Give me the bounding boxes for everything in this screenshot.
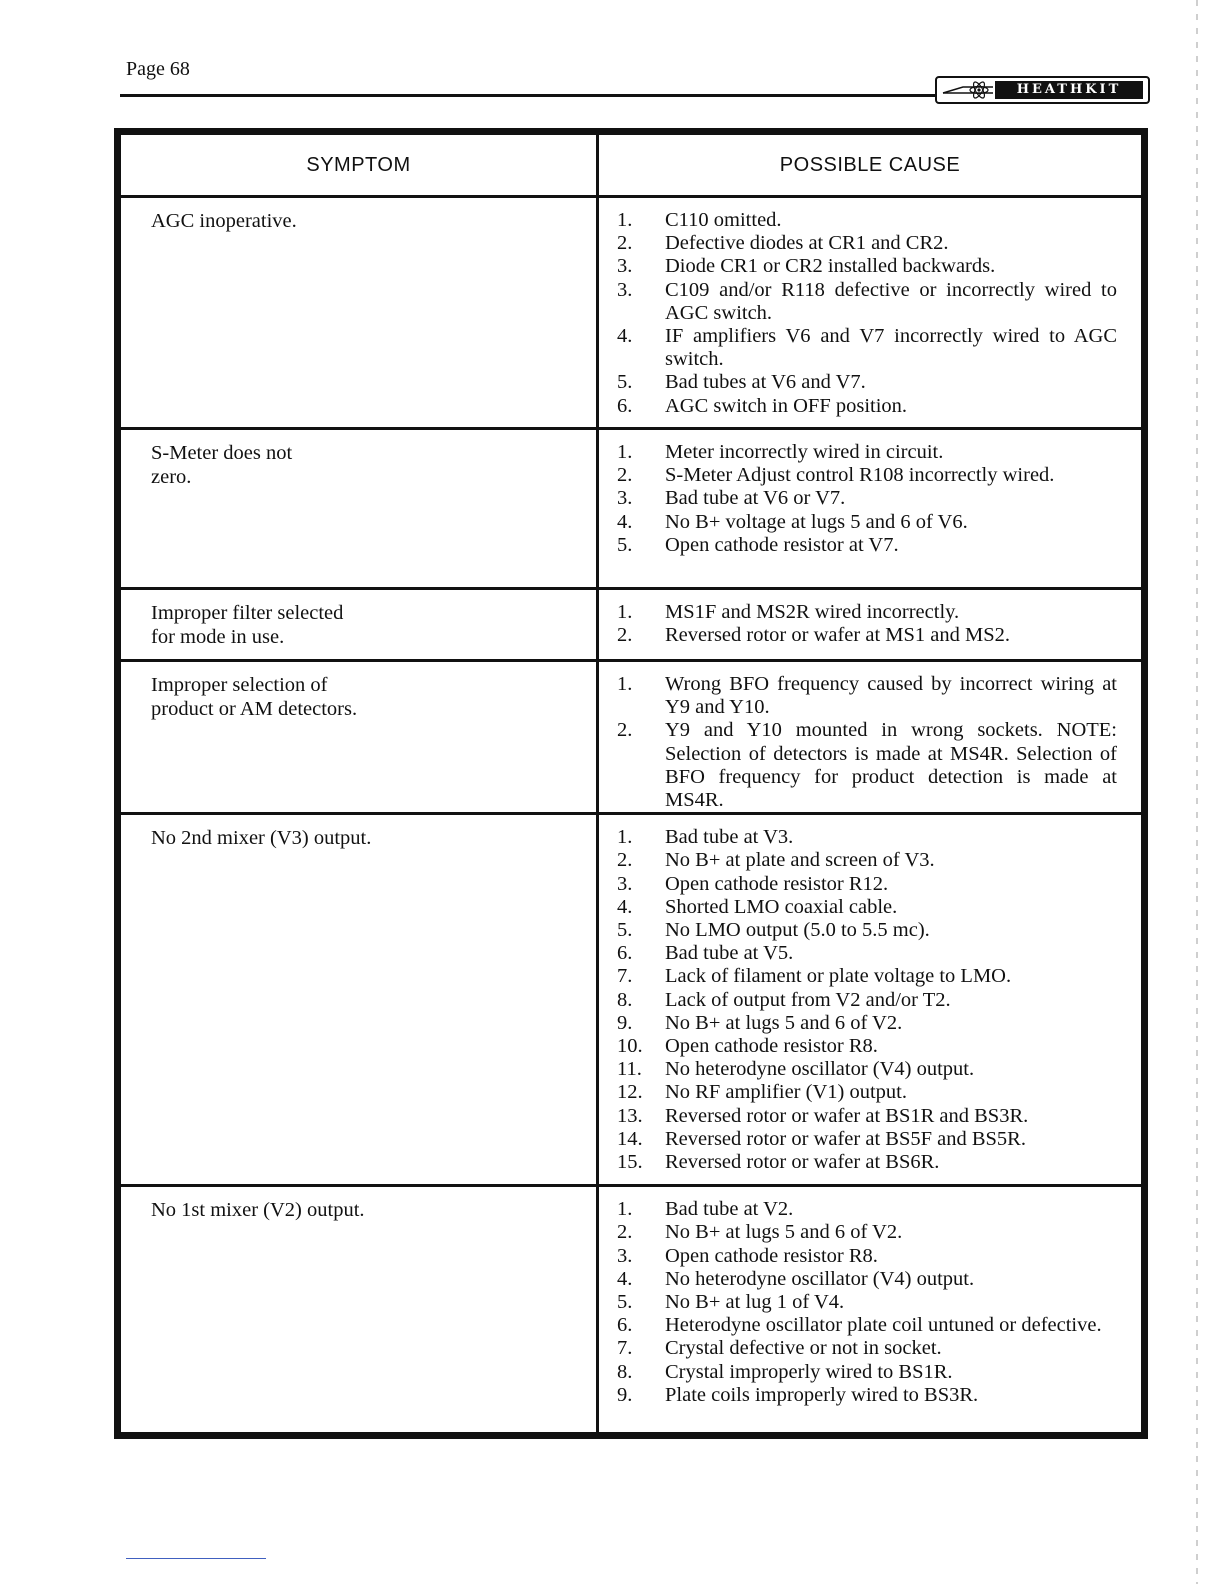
- list-item: [617, 511, 1117, 534]
- symptom-cell: [118, 429, 598, 589]
- list-item: [617, 719, 1117, 812]
- cause-text: C109 and/or R118 defective or incorrectly wired to AGC switch.: [665, 278, 1117, 324]
- cause-number: 6.: [617, 394, 633, 417]
- table-row: [118, 197, 1145, 429]
- cause-text: No heterodyne oscillator (V4) output.: [665, 1267, 975, 1290]
- cause-list: [617, 826, 1117, 1174]
- cause-text: No B+ at lugs 5 and 6 of V2.: [665, 1221, 903, 1244]
- cause-number: 5.: [617, 533, 633, 556]
- possible-cause-header: POSSIBLE CAUSE: [598, 132, 1145, 197]
- cause-list: [617, 1198, 1117, 1407]
- list-item: [617, 1337, 1117, 1360]
- table-row: [118, 589, 1145, 661]
- cause-number: 1.: [617, 601, 633, 623]
- cause-number: 2.: [617, 1221, 633, 1244]
- symptom-cell: [118, 814, 598, 1186]
- cause-number: 4.: [617, 510, 633, 533]
- cause-text: Lack of filament or plate voltage to LMO.: [665, 965, 1012, 988]
- cause-text: IF amplifiers V6 and V7 incorrectly wired to AGC switch.: [665, 325, 1117, 371]
- list-item: [617, 965, 1117, 988]
- cause-number: 7.: [617, 965, 633, 988]
- cause-list: [617, 441, 1117, 557]
- list-item: [617, 896, 1117, 919]
- cause-text: Bad tube at V5.: [665, 942, 794, 965]
- table-row: [118, 661, 1145, 814]
- cause-text: No B+ at plate and screen of V3.: [665, 849, 935, 872]
- cause-text: Diode CR1 or CR2 installed backwards.: [665, 255, 996, 278]
- cause-number: 5.: [617, 919, 633, 942]
- cause-text: Heterodyne oscillator plate coil untuned or defective.: [665, 1314, 1102, 1337]
- cause-text: No heterodyne oscillator (V4) output.: [665, 1058, 975, 1081]
- list-item: [617, 942, 1117, 965]
- cause-number: 1.: [617, 1198, 633, 1221]
- cause-number: 3.: [617, 872, 633, 895]
- cause-text: Crystal defective or not in socket.: [665, 1337, 942, 1360]
- possible-cause-cell: [598, 814, 1145, 1186]
- footer-rule: [126, 1558, 266, 1559]
- heathkit-logo: [935, 76, 1150, 104]
- list-item: [617, 624, 1117, 647]
- list-item: [617, 1128, 1117, 1151]
- list-item: [617, 826, 1117, 849]
- cause-text: Bad tube at V2.: [665, 1198, 794, 1221]
- symptom-cell: [118, 589, 598, 661]
- list-item: [617, 209, 1117, 232]
- symptom-text: S-Meter does not zero.: [151, 442, 293, 488]
- symptom-text: Improper selection of product or AM detectors.: [151, 674, 358, 720]
- cause-text: Defective diodes at CR1 and CR2.: [665, 232, 949, 255]
- cause-number: 1.: [617, 441, 633, 463]
- cause-number: 15.: [617, 1151, 643, 1174]
- possible-cause-cell: [598, 661, 1145, 814]
- cause-text: Shorted LMO coaxial cable.: [665, 895, 898, 918]
- list-item: [617, 464, 1117, 487]
- symptom-cell: [118, 661, 598, 814]
- list-item: [617, 487, 1117, 510]
- cause-number: 1.: [617, 673, 633, 695]
- cause-text: Open cathode resistor R8.: [665, 1035, 878, 1058]
- cause-text: Lack of output from V2 and/or T2.: [665, 988, 951, 1011]
- list-item: [617, 1035, 1117, 1058]
- cause-number: 6.: [617, 1314, 633, 1337]
- cause-number: 12.: [617, 1081, 643, 1104]
- list-item: [617, 1081, 1117, 1104]
- troubleshooting-table: [114, 128, 1148, 1439]
- list-item: [617, 255, 1117, 278]
- symptom-cell: [118, 1186, 598, 1436]
- cause-number: 5.: [617, 371, 633, 394]
- list-item: [617, 1058, 1117, 1081]
- list-item: [617, 1198, 1117, 1221]
- list-item: [617, 395, 1117, 418]
- possible-cause-cell: [598, 589, 1145, 661]
- cause-number: 2.: [617, 849, 633, 872]
- cause-number: 7.: [617, 1337, 633, 1360]
- cause-list: [617, 601, 1117, 647]
- cause-number: 1.: [617, 826, 633, 849]
- cause-text: Wrong BFO frequency caused by incorrect wiring at Y9 and Y10.: [665, 673, 1117, 719]
- list-item: [617, 601, 1117, 624]
- cause-number: 8.: [617, 1360, 633, 1383]
- list-item: [617, 1151, 1117, 1174]
- cause-number: 8.: [617, 988, 633, 1011]
- list-item: [617, 1291, 1117, 1314]
- cause-text: No RF amplifier (V1) output.: [665, 1081, 907, 1104]
- list-item: [617, 441, 1117, 464]
- scan-edge: [1196, 0, 1198, 1584]
- cause-text: Open cathode resistor R8.: [665, 1244, 878, 1267]
- symptom-header: SYMPTOM: [118, 132, 598, 197]
- cause-text: Reversed rotor or wafer at BS6R.: [665, 1151, 940, 1174]
- list-item: [617, 1105, 1117, 1128]
- list-item: [617, 1384, 1117, 1407]
- cause-number: 11.: [617, 1058, 642, 1081]
- list-item: [617, 989, 1117, 1012]
- possible-cause-cell: [598, 1186, 1145, 1436]
- table-body: [118, 197, 1145, 1436]
- cause-number: 9.: [617, 1011, 633, 1034]
- symptom-text: No 1st mixer (V2) output.: [151, 1199, 365, 1222]
- list-item: [617, 849, 1117, 872]
- cause-text: S-Meter Adjust control R108 incorrectly wired.: [665, 464, 1055, 487]
- list-item: [617, 232, 1117, 255]
- cause-text: No LMO output (5.0 to 5.5 mc).: [665, 919, 930, 942]
- cause-text: Reversed rotor or wafer at MS1 and MS2.: [665, 624, 1011, 647]
- list-item: [617, 1314, 1117, 1337]
- cause-text: No B+ at lugs 5 and 6 of V2.: [665, 1011, 903, 1034]
- list-item: [617, 673, 1117, 719]
- logo-text: HEATHKIT: [995, 81, 1143, 99]
- cause-number: 4.: [617, 325, 633, 348]
- table-row: [118, 814, 1145, 1186]
- cause-number: 9.: [617, 1383, 633, 1406]
- list-item: [617, 1361, 1117, 1384]
- cause-text: Crystal improperly wired to BS1R.: [665, 1360, 953, 1383]
- cause-text: Open cathode resistor at V7.: [665, 533, 899, 556]
- cause-text: AGC switch in OFF position.: [665, 394, 908, 417]
- cause-number: 3.: [617, 255, 633, 278]
- cause-number: 14.: [617, 1127, 643, 1150]
- page-number: Page 68: [126, 58, 190, 80]
- cause-number: 2.: [617, 624, 633, 647]
- list-item: [617, 1268, 1117, 1291]
- cause-list: [617, 209, 1117, 418]
- list-item: [617, 279, 1117, 325]
- cause-text: Bad tube at V3.: [665, 826, 794, 849]
- cause-text: Reversed rotor or wafer at BS1R and BS3R.: [665, 1104, 1029, 1127]
- cause-number: 10.: [617, 1035, 643, 1058]
- atom-icon: [941, 80, 995, 100]
- list-item: [617, 534, 1117, 557]
- cause-number: 3.: [617, 278, 633, 301]
- cause-text: Plate coils improperly wired to BS3R.: [665, 1383, 979, 1406]
- table-row: [118, 1186, 1145, 1436]
- cause-text: Bad tubes at V6 and V7.: [665, 371, 866, 394]
- cause-number: 5.: [617, 1291, 633, 1314]
- cause-text: MS1F and MS2R wired incorrectly.: [665, 601, 960, 623]
- cause-text: No B+ voltage at lugs 5 and 6 of V6.: [665, 510, 968, 533]
- cause-number: 4.: [617, 895, 633, 918]
- symptom-text: No 2nd mixer (V3) output.: [151, 827, 372, 850]
- list-item: [617, 325, 1117, 371]
- symptom-text: AGC inoperative.: [151, 210, 297, 232]
- cause-text: Y9 and Y10 mounted in wrong sockets. NOTE: Selection of detectors is made at MS4R. Selection of BFO frequency for product detection is made at MS4R.: [665, 719, 1117, 812]
- cause-number: 3.: [617, 1244, 633, 1267]
- cause-number: 2.: [617, 719, 633, 742]
- cause-number: 2.: [617, 464, 633, 487]
- list-item: [617, 919, 1117, 942]
- cause-text: Open cathode resistor R12.: [665, 872, 889, 895]
- list-item: [617, 371, 1117, 394]
- list-item: [617, 1245, 1117, 1268]
- possible-cause-cell: [598, 197, 1145, 429]
- cause-number: 1.: [617, 209, 633, 231]
- cause-text: Bad tube at V6 or V7.: [665, 487, 846, 510]
- table-header-row: [118, 132, 1145, 197]
- page-header: [0, 0, 1224, 110]
- cause-number: 13.: [617, 1104, 643, 1127]
- list-item: [617, 1221, 1117, 1244]
- cause-list: [617, 673, 1117, 812]
- list-item: [617, 873, 1117, 896]
- cause-text: Reversed rotor or wafer at BS5F and BS5R.: [665, 1127, 1026, 1150]
- cause-text: Meter incorrectly wired in circuit.: [665, 441, 944, 463]
- cause-number: 6.: [617, 942, 633, 965]
- table-row: [118, 429, 1145, 589]
- cause-number: 2.: [617, 232, 633, 255]
- cause-text: C110 omitted.: [665, 209, 782, 231]
- list-item: [617, 1012, 1117, 1035]
- possible-cause-cell: [598, 429, 1145, 589]
- cause-number: 4.: [617, 1267, 633, 1290]
- cause-number: 3.: [617, 487, 633, 510]
- cause-text: No B+ at lug 1 of V4.: [665, 1291, 845, 1314]
- symptom-text: Improper filter selected for mode in use.: [151, 602, 344, 648]
- symptom-cell: [118, 197, 598, 429]
